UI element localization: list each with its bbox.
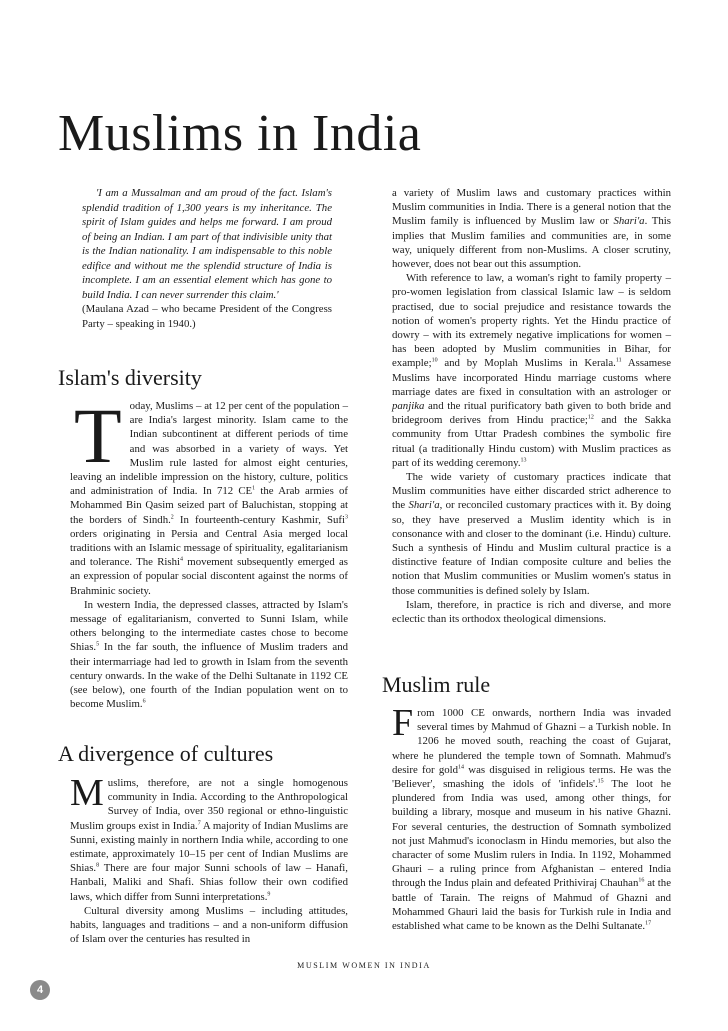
section-islams-diversity <box>70 392 349 711</box>
quote-text: 'I am a Mussalman and am proud of the fact. Islam's splendid tradition of 1,300 years is my inheritance. The spirit of Islam guides and helps me forward. I am proud of being an Indian. I am part of that indivisible unity that is the Indian nationality. I am indispensable to this noble edifice and without me the splendid structure of India is incomplete. I am an essential element which has gone to build India. I can never surrender this claim.' <box>82 187 332 301</box>
drop-cap-m: M <box>70 772 104 814</box>
epigraph-quote <box>82 186 332 331</box>
heading-muslim-rule: Muslim rule <box>382 672 491 697</box>
divergence-paragraph-4: With reference to law, a woman's right to family property – pro-women legislation from classical Islamic law – is seldom practised, due to social prejudice and resistance towards the notion of women's property rights. Yet the Hindu practice of dowry – with its extremely negative implications for women – has been adopted by Muslim communities in Bihar, for example;$^{10}$ and by Moplah Muslims in Kerala.$^{11}$ Assamese Muslims have incorporated Hindu marriage customs where marriage dates are fixed in consultation with an astrologer or panjika and the ritual purificatory bath given to both bride and bridegroom derives from Hindu practice;$^{12}$ and the Sakka community from Uttar Pradesh combines the symbolic fire ritual (a traditionally Hindu custom) with Muslim practices as part of its wedding ceremony.$^{13}$ <box>392 272 671 469</box>
divergence-paragraph-6: Islam, therefore, in practice is rich and diverse, and more eclectic than its orthodox theological dimensions. <box>392 598 671 626</box>
divergence-paragraph-2: Cultural diversity among Muslims – including attitudes, habits, languages and traditions – and a non-uniform diffusion of Islam over the centuries has resulted in <box>70 904 348 946</box>
section-divergence-right <box>392 186 671 626</box>
divergence-paragraph-5: The wide variety of customary practices indicate that Muslim communities have either discarded strict adherence to the Shari'a, or reconciled customary practices with it. By doing so, they have preserved a Muslim identity which is in consonance with and closer to the dominant (i.e. Hindu) culture. Such a synthesis of Hindu and Muslim cultural practice is a distinctive feature of Indian composite culture and belies the notion that Muslim communities or Muslim women's status in those communities is defined solely by Islam. <box>392 471 672 597</box>
page-title: Muslims in India <box>58 105 422 162</box>
running-footer: MUSLIM WOMEN IN INDIA <box>297 961 431 970</box>
heading-islams-diversity: Islam's diversity <box>58 365 202 390</box>
section-divergence-left <box>70 772 348 946</box>
section-muslim-rule <box>392 702 671 933</box>
page-number-badge: 4 <box>30 980 50 1000</box>
diversity-paragraph-2: In western India, the depressed classes, attracted by Islam's message of egalitarianism, converted to Sunni Islam, while others belonging to the intermediate castes chose to become Shias.$^5$ In the far south, the influence of Muslim traders and their intermarriage had led to growth in Islam from the seventh century onwards. In the wake of the Delhi Sultanate in 1192 CE (see below), one fourth of the Indian population went on to become Muslim.$^6$ <box>70 598 348 711</box>
quote-attribution: (Maulana Azad – who became President of the Congress Party – speaking in 1940.) <box>82 303 332 330</box>
drop-cap-t: T <box>74 392 122 479</box>
drop-cap-f: F <box>392 702 414 744</box>
divergence-paragraph-3: a variety of Muslim laws and customary practices within Muslim communities in India. There is a general notion that the Muslim family is influenced by Muslim law or Shari'a. This implies that Muslim families and communities are, in some way, uniquely different from non-Muslims. A closer scrutiny, however, does not bear out this assumption. <box>392 187 672 271</box>
rule-paragraph-1: From 1000 CE onwards, northern India was invaded several times by Mahmud of Ghazni – a Turkish noble. In 1206 he moved south, reaching the coast of Gujarat, where he plundered the temple town of Somnath. Mahmud's desire for gold$^{14}$ was disguised in religious terms. He was the 'Believer', smashing the idols of 'infidels'.$^{15}$ The loot he plundered from India was used, among other things, for building a library, mosque and museum in his native Ghazni. For several centuries, the destruction of Somnath symbolized not just Mahmud's iconoclasm in Hindu memories, but also the character of some Muslim rulers in India. In 1192, Mohammed Ghauri – a ruling prince from Afghanistan – entered India through the Indus plain and defeated Prithiviraj Chauhan$^{16}$ at the battle of Tarain. The reigns of Mahmud of Ghazni and Mohammed Ghauri laid the basis for Turkish rule in India and established what came to be known as the Delhi Sultanate.$^{17}$ <box>392 702 671 933</box>
diversity-paragraph-1: Today, Muslims – at 12 per cent of the population – are India's largest minority. Islam came to the Indian subcontinent at different periods of time and was absorbed in a variety of ways. Yet Muslim rule lasted for almost eight centuries, leaving an indelible impression on the history, culture, politics and administration of India. In 712 $CE^1$ the Arab armies of Mohammed Bin Qasim seized part of Baluchistan, stopping at the borders of Sindh.$^2$ In fourteenth-century Kashmir, Sufi$^3$ orders originating in Persia and Central Asia merged local traditions with an Islamic message of spirituality, egalitarianism and tolerance. The Rishi$^4$ movement subsequently emerged as an expression of popular social discontent against the norms of Brahminic society. <box>70 392 349 597</box>
heading-divergence-of-cultures: A divergence of cultures <box>58 741 274 766</box>
divergence-paragraph-1: Muslims, therefore, are not a single homogenous community in India. According to the Anthropological Survey of India, over 350 regional or ethno-linguistic Muslim groups exist in India.$^7$ A majority of Indian Muslims are Sunni, existing mainly in northern India while, according to one estimate, approximately 10–15 per cent of Indian Muslims are Shias.$^8$ There are four major Sunni schools of law – Hanafi, Hanbali, Maliki and Shafi. Shias follow their own codified laws, which differ from Sunni interpretations.$^9$ <box>70 772 348 903</box>
